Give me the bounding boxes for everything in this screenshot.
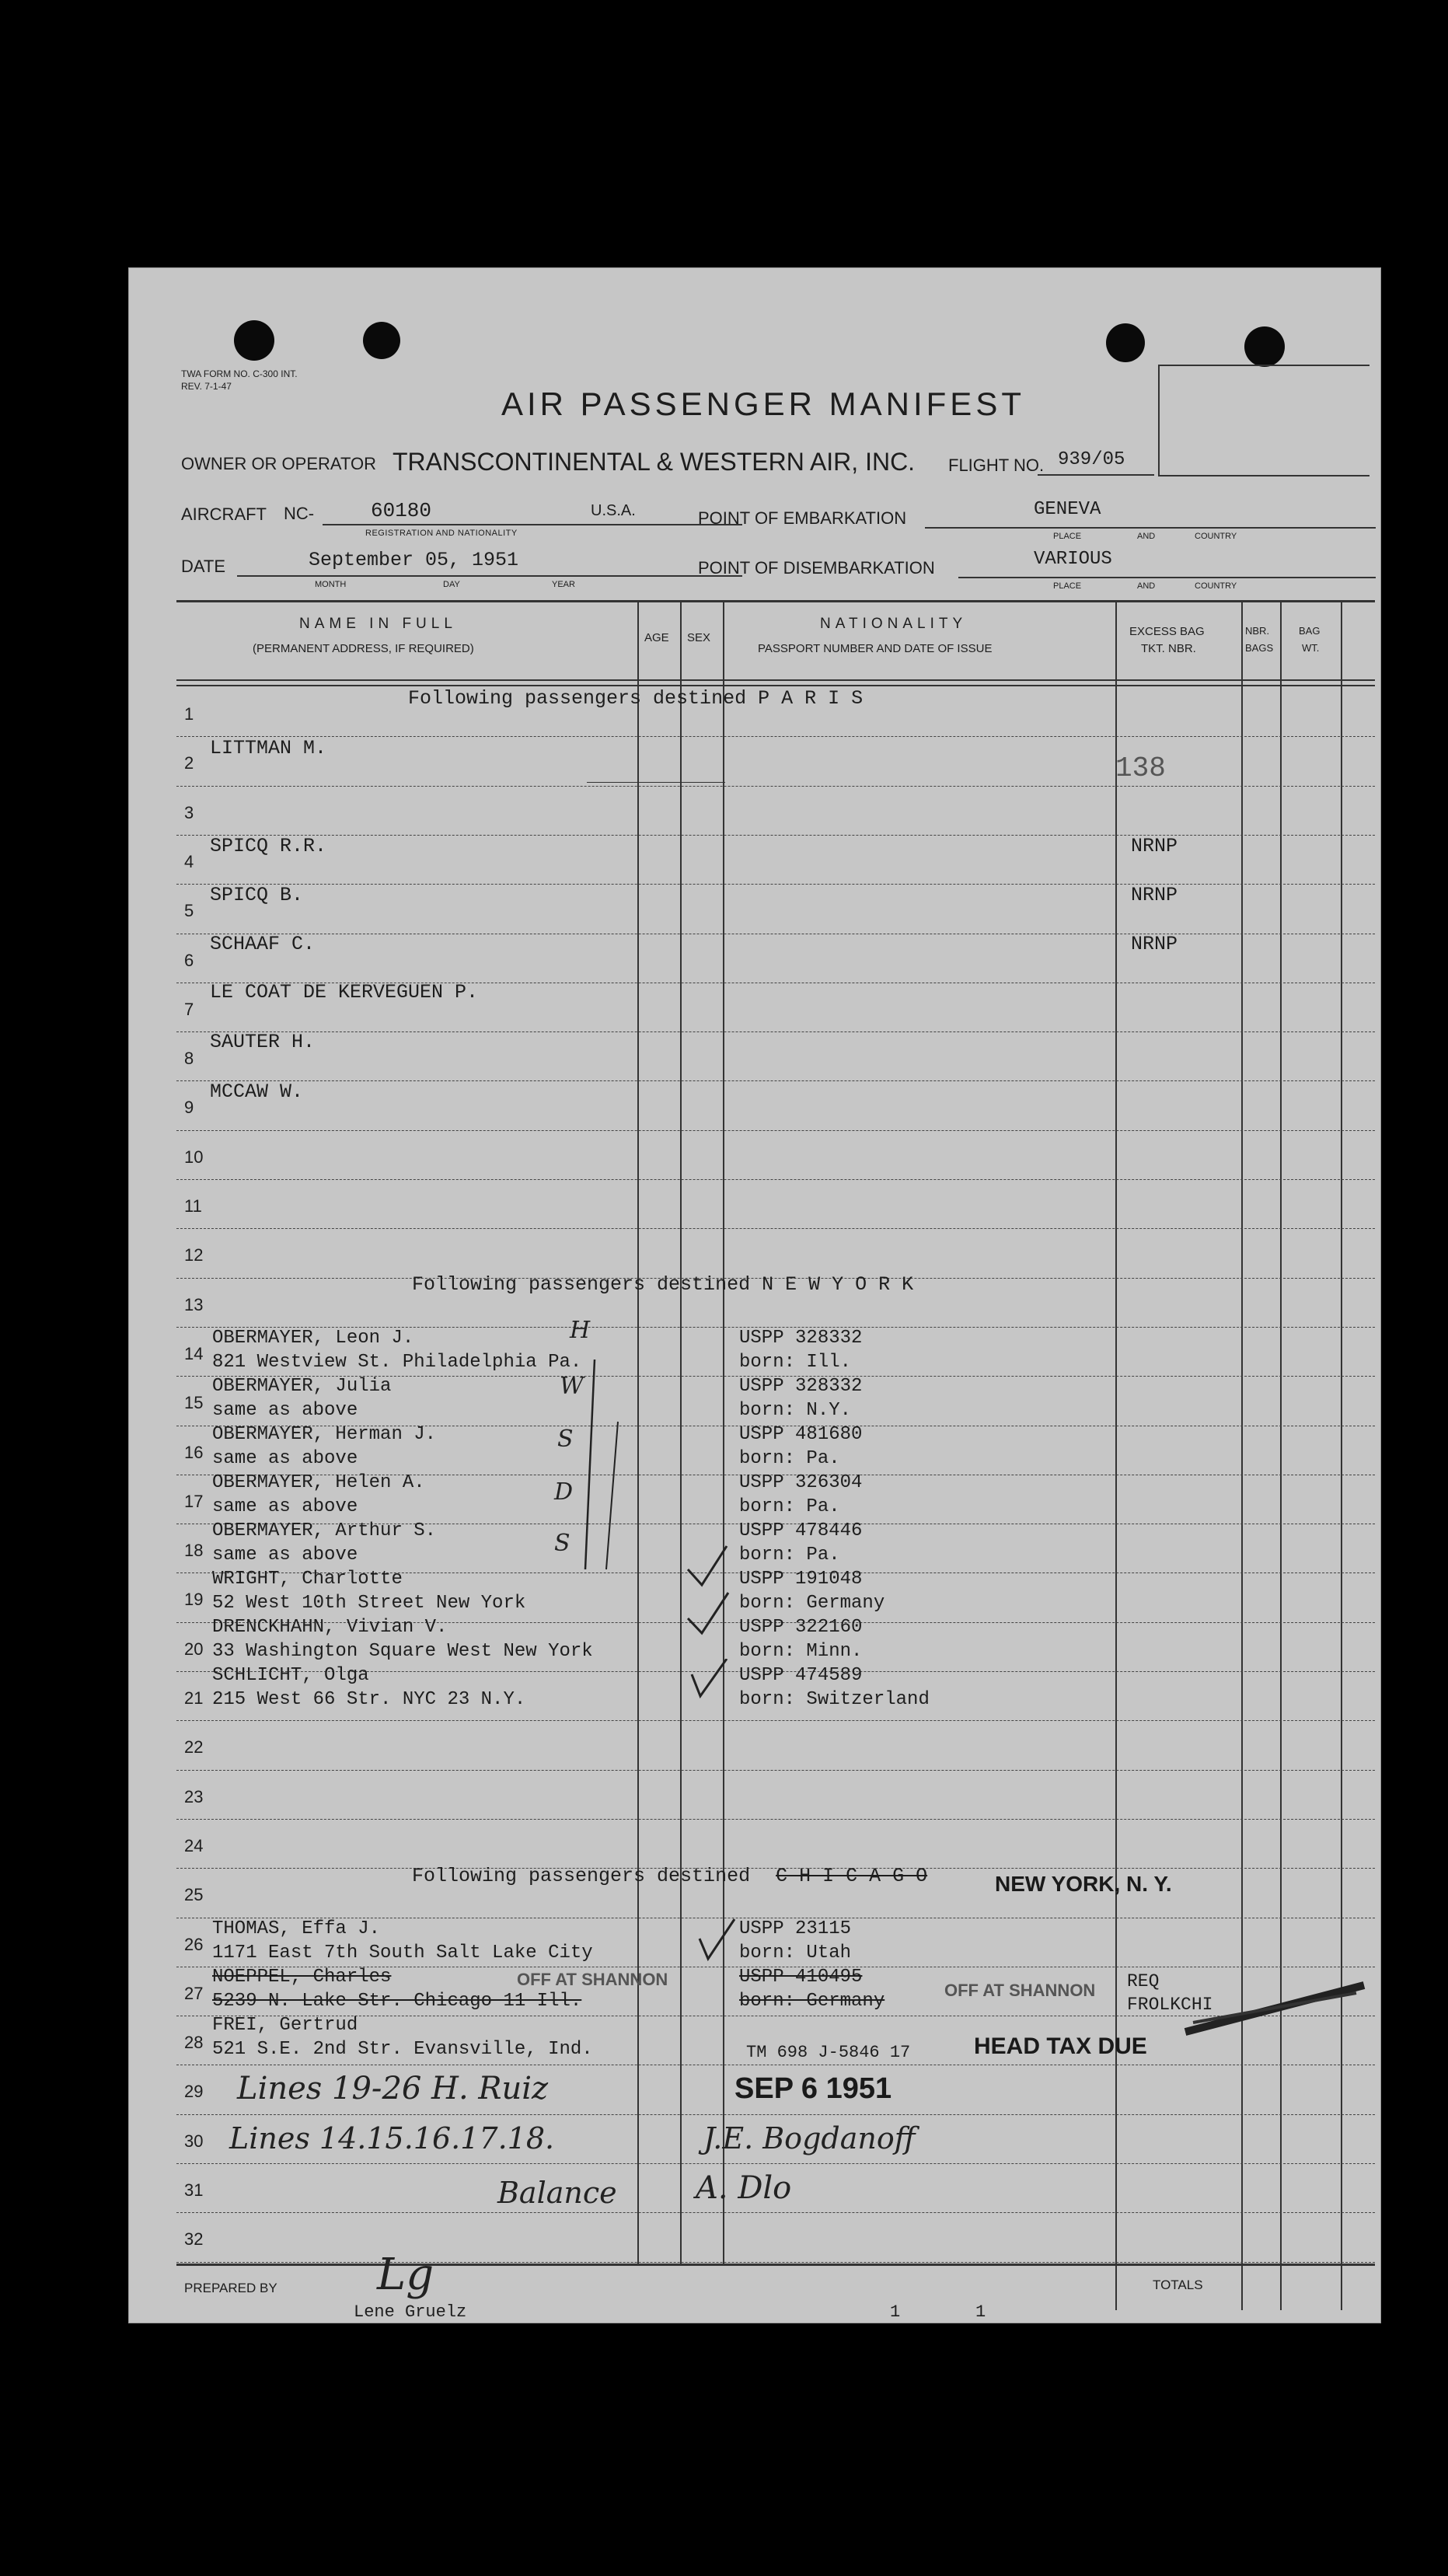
row-number: 29 bbox=[184, 2082, 204, 2101]
date-label: DATE bbox=[181, 557, 226, 576]
row-number: 23 bbox=[184, 1787, 204, 1806]
passenger-address: same as above bbox=[212, 1448, 358, 1469]
check-mark bbox=[688, 1659, 734, 1744]
punch-hole bbox=[1106, 323, 1145, 362]
handwritten-note: Lines 14.15.16.17.18. bbox=[229, 2121, 555, 2155]
embark-underline bbox=[925, 527, 1376, 529]
prepared-name: Lene Gruelz bbox=[354, 2302, 467, 2322]
col-header-excess-sub: TKT. NBR. bbox=[1141, 642, 1196, 655]
aircraft-label: AIRCRAFT bbox=[181, 504, 267, 524]
row-line bbox=[176, 2163, 1375, 2164]
col-header-nationality: NATIONALITY bbox=[820, 616, 968, 632]
date-stamp: SEP 6 1951 bbox=[734, 2072, 892, 2105]
row-line bbox=[176, 1720, 1375, 1721]
birthplace: born: Pa. bbox=[739, 1448, 840, 1469]
row-line bbox=[176, 884, 1375, 885]
passenger-name: SCHLICHT, Olga bbox=[212, 1665, 369, 1686]
row-number: 3 bbox=[184, 803, 194, 822]
passenger-address: 33 Washington Square West New York bbox=[212, 1641, 593, 1662]
row-line bbox=[176, 835, 1375, 836]
prepared-by-label: PREPARED BY bbox=[184, 2281, 277, 2295]
row-number: 2 bbox=[184, 753, 194, 773]
passenger-name: LE COAT DE KERVEGUEN P. bbox=[210, 981, 479, 1004]
passenger-name: OBERMAYER, Helen A. bbox=[212, 1472, 425, 1493]
date-value: September 05, 1951 bbox=[309, 549, 519, 571]
row-line bbox=[176, 1770, 1375, 1771]
diagonal-stamp bbox=[1178, 1977, 1372, 2040]
passenger-name: SPICQ R.R. bbox=[210, 835, 327, 857]
row-number: 24 bbox=[184, 1836, 204, 1855]
col-divider-right bbox=[1341, 600, 1342, 2310]
signature: A. Dlo bbox=[696, 2170, 792, 2206]
passenger-name: WRIGHT, Charlotte bbox=[212, 1569, 403, 1590]
row-number: 8 bbox=[184, 1049, 194, 1068]
aircraft-country: U.S.A. bbox=[591, 502, 636, 519]
excess-code: NRNP bbox=[1131, 933, 1178, 955]
date-year-sublabel: YEAR bbox=[552, 580, 575, 589]
col-divider-bagwt bbox=[1280, 600, 1282, 2310]
total-value: 1 bbox=[890, 2302, 901, 2322]
passenger-name: SAUTER H. bbox=[210, 1031, 316, 1053]
aircraft-underline bbox=[323, 524, 742, 525]
sex-mark: H bbox=[570, 1317, 591, 1344]
col-divider-nbr bbox=[1241, 600, 1243, 2310]
row-number: 18 bbox=[184, 1541, 204, 1560]
row-number: 32 bbox=[184, 2229, 204, 2249]
row-number: 10 bbox=[184, 1147, 204, 1167]
passenger-address: 215 West 66 Str. NYC 23 N.Y. bbox=[212, 1689, 526, 1710]
birthplace: born: Pa. bbox=[739, 1545, 840, 1565]
disembark-value: VARIOUS bbox=[1034, 549, 1112, 570]
table-bottom-rule bbox=[176, 2264, 1375, 2266]
birthplace: born: Pa. bbox=[739, 1496, 840, 1517]
col-header-name-sub: (PERMANENT ADDRESS, IF REQUIRED) bbox=[253, 642, 474, 655]
form-revision: REV. 7-1-47 bbox=[181, 381, 232, 392]
passenger-name: SPICQ B. bbox=[210, 884, 304, 906]
embark-country-sublabel: COUNTRY bbox=[1195, 532, 1237, 541]
disembark-place-sublabel: PLACE bbox=[1053, 581, 1082, 591]
row-line bbox=[176, 1031, 1375, 1032]
passenger-address: same as above bbox=[212, 1545, 358, 1565]
passport-number: USPP 326304 bbox=[739, 1472, 863, 1493]
embark-label: POINT OF EMBARKATION bbox=[698, 508, 907, 528]
row-number: 26 bbox=[184, 1935, 204, 1954]
row-line bbox=[176, 1228, 1375, 1229]
sex-mark: D bbox=[554, 1478, 574, 1506]
passenger-name: OBERMAYER, Leon J. bbox=[212, 1328, 414, 1349]
passport-number-struck: USPP 410495 bbox=[739, 1967, 863, 1988]
table-header-rule-2 bbox=[176, 685, 1375, 686]
col-header-nationality-sub: PASSPORT NUMBER AND DATE OF ISSUE bbox=[758, 642, 993, 655]
flight-value: 939/05 bbox=[1058, 449, 1125, 470]
passport-number: USPP 328332 bbox=[739, 1328, 863, 1349]
excess-code: NRNP bbox=[1131, 835, 1178, 857]
page-title: AIR PASSENGER MANIFEST bbox=[501, 386, 1025, 422]
birthplace: born: N.Y. bbox=[739, 1400, 852, 1421]
section-heading-text: Following passengers destined bbox=[412, 1865, 751, 1887]
tax-reference: TM 698 J-5846 17 bbox=[746, 2043, 911, 2062]
passenger-address: 1171 East 7th South Salt Lake City bbox=[212, 1942, 593, 1963]
passport-number: USPP 322160 bbox=[739, 1617, 863, 1638]
passenger-name: DRENCKHAHN, Vivian V. bbox=[212, 1617, 448, 1638]
totals-label: TOTALS bbox=[1153, 2278, 1203, 2292]
row-number: 7 bbox=[184, 1000, 194, 1019]
passenger-name-struck: NOEPPEL, Charles bbox=[212, 1967, 392, 1988]
stamp-box bbox=[1158, 365, 1369, 476]
owner-label: OWNER OR OPERATOR bbox=[181, 454, 376, 473]
row-number: 31 bbox=[184, 2180, 204, 2200]
passport-number: USPP 23115 bbox=[739, 1918, 852, 1939]
col-header-nbr-sub: BAGS bbox=[1245, 642, 1274, 654]
row-number: 13 bbox=[184, 1295, 204, 1314]
disembark-country-sublabel: COUNTRY bbox=[1195, 581, 1237, 591]
passport-number: USPP 478446 bbox=[739, 1520, 863, 1541]
passenger-name: MCCAW W. bbox=[210, 1080, 304, 1103]
passport-number: USPP 481680 bbox=[739, 1424, 863, 1445]
row-number: 16 bbox=[184, 1443, 204, 1462]
disembark-and-sublabel: AND bbox=[1137, 581, 1156, 591]
form-number: TWA FORM NO. C-300 INT. bbox=[181, 368, 298, 379]
row-number: 28 bbox=[184, 2033, 204, 2052]
manifest-sheet bbox=[128, 267, 1381, 2323]
passenger-address-struck: 5239 N. Lake Str. Chicago 11 Ill. bbox=[212, 1991, 582, 2012]
passenger-name: FREI, Gertrud bbox=[212, 2015, 358, 2036]
row-number: 11 bbox=[184, 1196, 202, 1216]
row-number: 19 bbox=[184, 1590, 204, 1609]
sex-mark: W bbox=[560, 1373, 584, 1400]
date-day-sublabel: DAY bbox=[443, 580, 460, 589]
excess-ticket: 138 bbox=[1115, 752, 1166, 784]
passenger-address: same as above bbox=[212, 1400, 358, 1421]
handwritten-note: Balance bbox=[497, 2176, 617, 2210]
table-header-rule bbox=[176, 679, 1375, 681]
hand-marks bbox=[563, 1313, 766, 1647]
row-line bbox=[176, 1819, 1375, 1820]
passport-number: USPP 328332 bbox=[739, 1376, 863, 1397]
disembark-label: POINT OF DISEMBARKATION bbox=[698, 558, 935, 578]
total-value: 1 bbox=[975, 2302, 986, 2322]
owner-value: TRANSCONTINENTAL & WESTERN AIR, INC. bbox=[393, 448, 916, 476]
flight-underline bbox=[1038, 474, 1154, 476]
col-header-sex: SEX bbox=[687, 631, 711, 644]
row-line bbox=[176, 2212, 1375, 2213]
col-header-bag-sub: WT. bbox=[1302, 642, 1320, 654]
row-number: 9 bbox=[184, 1098, 194, 1117]
passport-number: USPP 191048 bbox=[739, 1569, 863, 1590]
passenger-name: OBERMAYER, Arthur S. bbox=[212, 1520, 437, 1541]
row-line bbox=[176, 1130, 1375, 1131]
signature: J.E. Bogdanoff bbox=[703, 2121, 916, 2155]
birthplace: born: Ill. bbox=[739, 1352, 852, 1373]
destination-stamp: NEW YORK, N. Y. bbox=[995, 1872, 1172, 1896]
birthplace: born: Switzerland bbox=[739, 1689, 930, 1710]
table-top-rule bbox=[176, 600, 1375, 602]
aircraft-registration: 60180 bbox=[371, 499, 432, 522]
row-number: 22 bbox=[184, 1737, 204, 1757]
prepared-initials: Lg bbox=[377, 2250, 434, 2300]
row-number: 5 bbox=[184, 901, 194, 920]
excess-req: REQ bbox=[1127, 1971, 1160, 1991]
sex-mark: S bbox=[557, 1426, 574, 1453]
embark-and-sublabel: AND bbox=[1137, 532, 1156, 541]
passenger-name: LITTMAN M. bbox=[210, 737, 327, 759]
off-at-shannon-stamp: OFF AT SHANNON bbox=[944, 1981, 1096, 2000]
row-number: 4 bbox=[184, 852, 194, 871]
aircraft-prefix: NC- bbox=[284, 504, 315, 523]
passenger-address: same as above bbox=[212, 1496, 358, 1517]
col-header-nbr: NBR. bbox=[1245, 625, 1270, 637]
section-heading-chicago bbox=[412, 1865, 927, 1887]
struck-destination: C H I C A G O bbox=[776, 1865, 928, 1887]
row-line bbox=[176, 736, 1375, 737]
disembark-underline bbox=[958, 577, 1376, 578]
row-number: 1 bbox=[184, 704, 194, 724]
excess-code: NRNP bbox=[1131, 884, 1178, 906]
row-number: 20 bbox=[184, 1639, 204, 1659]
section-heading-new-york: Following passengers destined N E W Y O R K bbox=[412, 1273, 914, 1296]
birthplace: born: Minn. bbox=[739, 1641, 863, 1662]
birthplace-struck: born: Germany bbox=[739, 1991, 885, 2012]
passport-block-chicago bbox=[739, 1917, 885, 2013]
row-number: 21 bbox=[184, 1688, 204, 1708]
row-line bbox=[176, 2114, 1375, 2115]
row-number: 15 bbox=[184, 1393, 204, 1412]
passenger-address: 821 Westview St. Philadelphia Pa. bbox=[212, 1352, 582, 1373]
embark-value: GENEVA bbox=[1034, 499, 1101, 520]
birthplace: born: Germany bbox=[739, 1593, 885, 1614]
aircraft-sublabel: REGISTRATION AND NATIONALITY bbox=[365, 529, 518, 538]
row-number: 6 bbox=[184, 951, 194, 970]
row-line bbox=[176, 1080, 1375, 1081]
row-number: 12 bbox=[184, 1245, 204, 1265]
passenger-name: SCHAAF C. bbox=[210, 933, 316, 955]
row-line bbox=[176, 786, 1375, 787]
off-at-shannon-stamp: OFF AT SHANNON bbox=[517, 1970, 668, 1989]
date-underline bbox=[237, 575, 742, 577]
head-tax-stamp: HEAD TAX DUE bbox=[974, 2033, 1147, 2059]
col-header-age: AGE bbox=[644, 631, 669, 644]
embark-place-sublabel: PLACE bbox=[1053, 532, 1082, 541]
passenger-name: OBERMAYER, Julia bbox=[212, 1376, 392, 1397]
col-header-excess: EXCESS BAG bbox=[1129, 625, 1205, 638]
row-number: 27 bbox=[184, 1984, 204, 2003]
underline bbox=[587, 782, 725, 783]
passport-number: USPP 474589 bbox=[739, 1665, 863, 1686]
passenger-block-new-york bbox=[212, 1326, 593, 1712]
passenger-address: 52 West 10th Street New York bbox=[212, 1593, 526, 1614]
punch-hole bbox=[363, 322, 400, 359]
row-line bbox=[176, 1179, 1375, 1180]
handwritten-note: Lines 19-26 H. Ruiz bbox=[237, 2071, 549, 2107]
passenger-name: THOMAS, Effa J. bbox=[212, 1918, 381, 1939]
date-month-sublabel: MONTH bbox=[315, 580, 347, 589]
passenger-name: OBERMAYER, Herman J. bbox=[212, 1424, 437, 1445]
passport-block-new-york bbox=[739, 1326, 930, 1712]
row-number: 14 bbox=[184, 1344, 204, 1363]
punch-hole bbox=[1244, 326, 1285, 367]
check-mark bbox=[696, 1915, 742, 1962]
row-number: 30 bbox=[184, 2131, 204, 2151]
passenger-address: 521 S.E. 2nd Str. Evansville, Ind. bbox=[212, 2039, 593, 2060]
flight-label: FLIGHT NO. bbox=[948, 456, 1045, 475]
sex-mark: S bbox=[554, 1530, 570, 1557]
excess-code: FROLKCHI bbox=[1127, 1995, 1213, 2015]
row-line bbox=[176, 2262, 1375, 2263]
section-heading-paris: Following passengers destined P A R I S bbox=[408, 687, 864, 710]
birthplace: born: Utah bbox=[739, 1942, 852, 1963]
col-header-bag: BAG bbox=[1299, 625, 1321, 637]
row-number: 17 bbox=[184, 1492, 204, 1511]
col-header-name: NAME IN FULL bbox=[299, 616, 457, 632]
row-number: 25 bbox=[184, 1885, 204, 1904]
punch-hole bbox=[234, 320, 274, 361]
